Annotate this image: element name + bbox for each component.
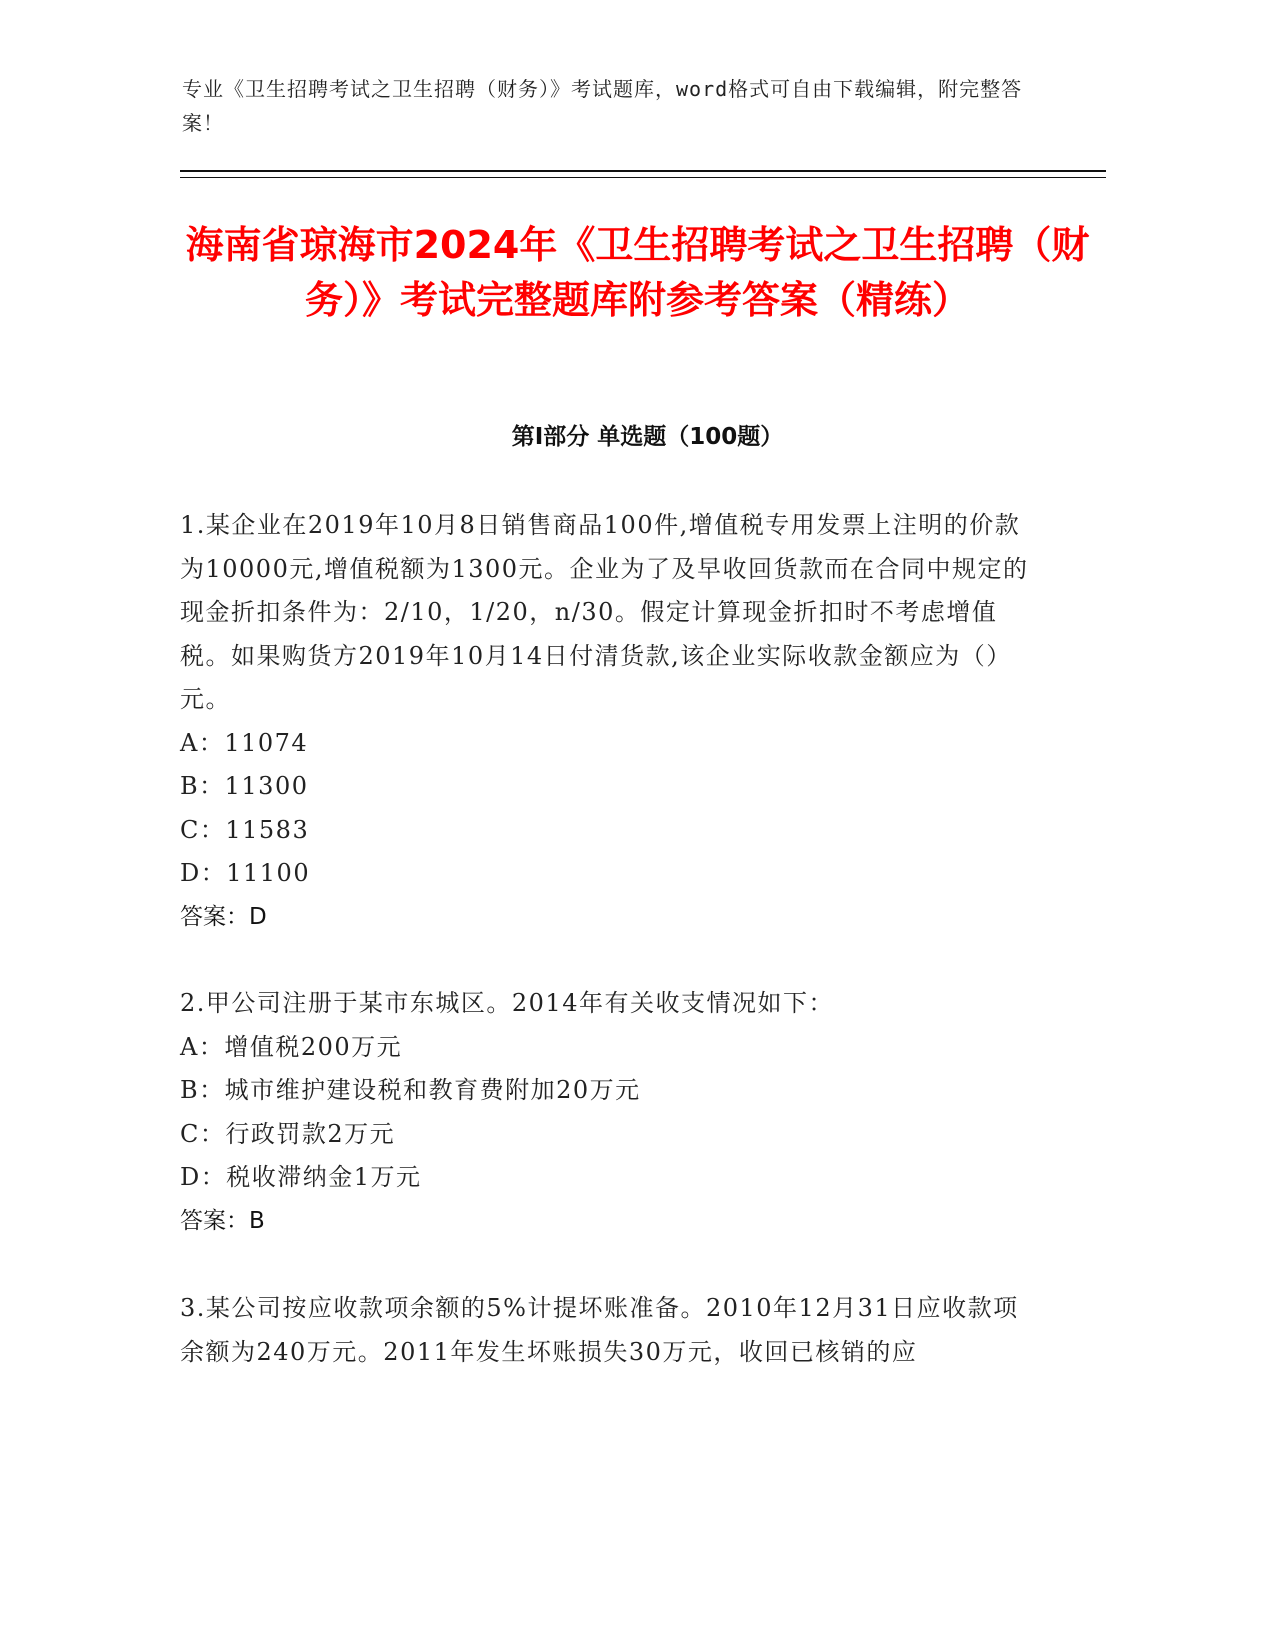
option-a: A：增值税200万元 — [180, 1032, 403, 1061]
section-title: 第Ⅰ部分 单选题（100题） — [511, 424, 784, 450]
option-b: B：11300 — [180, 772, 309, 800]
question-1 — [180, 504, 1040, 938]
option-c: C：11583 — [180, 815, 310, 844]
question-stem: 2.甲公司注册于某市东城区。2014年有关收支情况如下： — [180, 989, 834, 1017]
question-2 — [180, 982, 1040, 1242]
header-divider-thin — [180, 177, 1106, 178]
option-a: A：11074 — [180, 728, 309, 757]
answer: 答案：D — [180, 903, 267, 930]
option-b: B：城市维护建设税和教育费附加20万元 — [180, 1076, 641, 1104]
answer: 答案：B — [180, 1207, 265, 1234]
header-divider — [180, 170, 1106, 172]
document-title: 海南省琼海市2024年《卫生招聘考试之卫生招聘（财务）》考试完整题库附参考答案（精练） — [185, 223, 1090, 322]
header-note: 专业《卫生招聘考试之卫生招聘（财务）》考试题库，word格式可自由下载编辑，附完整答案！ — [182, 77, 1023, 135]
option-c: C：行政罚款2万元 — [180, 1119, 396, 1148]
question-stem: 1.某企业在2019年10月8日销售商品100件,增值税专用发票上注明的价款为10000元,增值税额为1300元。企业为了及早收回货款而在合同中规定的现金折扣条件为：2/10，1/20，n/30。假定计算现金折扣时不考虑增值税。如果购货方2019年10月14日付清货款,该企业实际收款金额应为（）元。 — [180, 511, 1029, 713]
option-d: D：11100 — [180, 859, 311, 887]
option-d: D：税收滞纳金1万元 — [180, 1163, 422, 1191]
question-stem: 3.某公司按应收款项余额的5%计提坏账准备。2010年12月31日应收款项余额为240万元。2011年发生坏账损失30万元，收回已核销的应 — [180, 1294, 1019, 1366]
question-3 — [180, 1287, 1040, 1374]
